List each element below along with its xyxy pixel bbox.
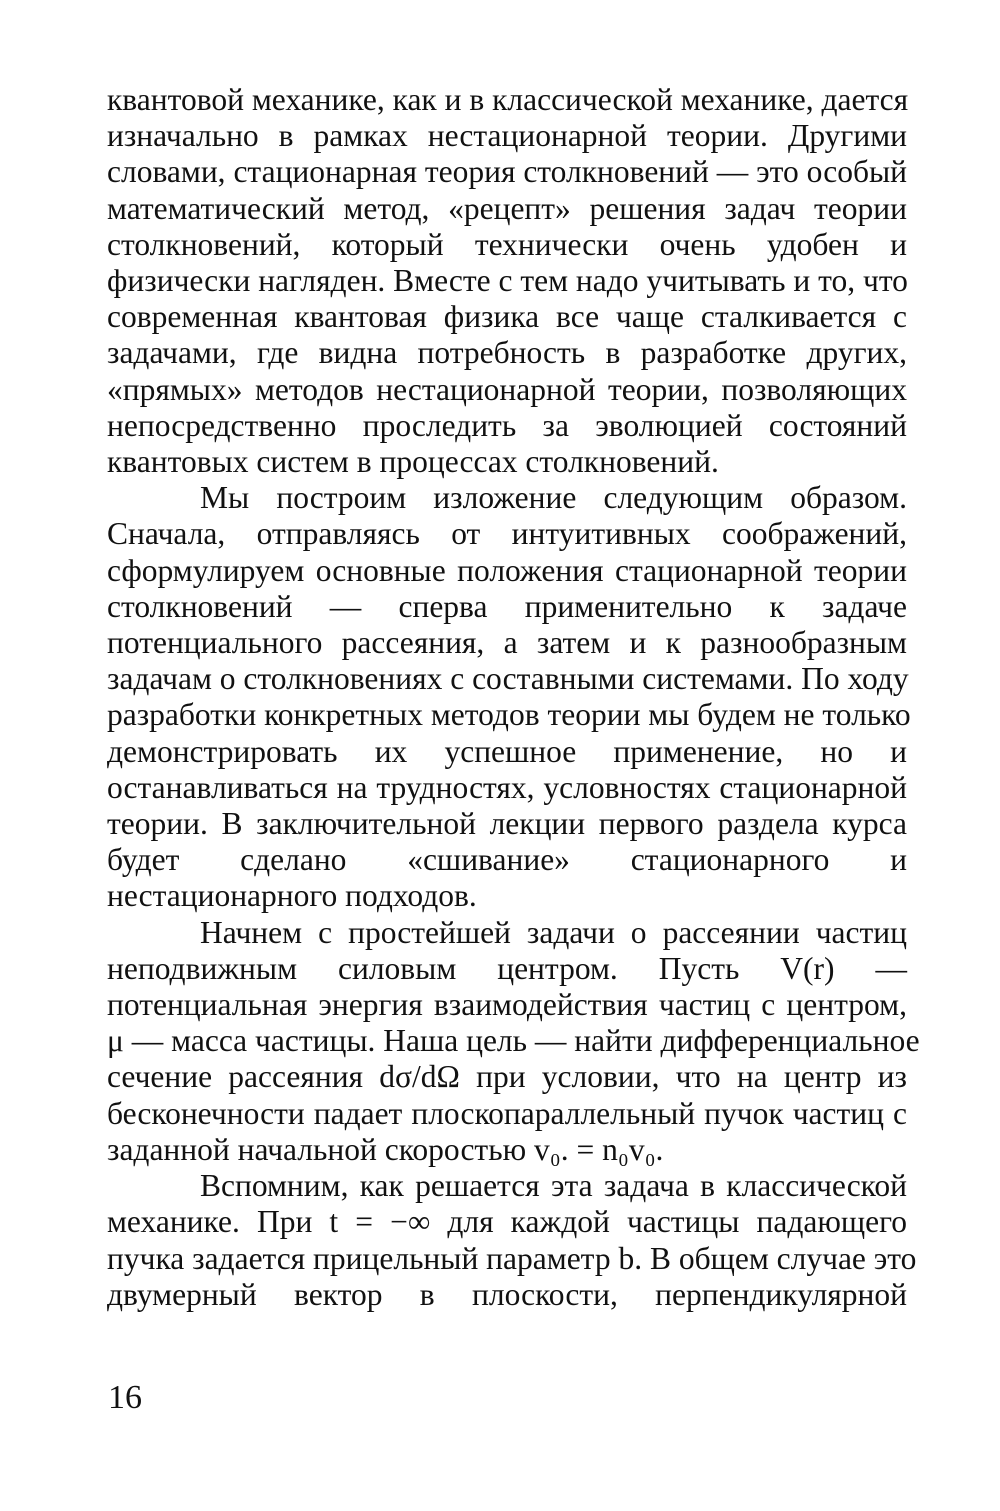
- text-line: «прямых» методов нестационарной теории, позволяющих: [107, 371, 907, 407]
- text-line: сформулируем основные положения стационарной теории: [107, 552, 907, 588]
- paragraph-1: [107, 82, 907, 480]
- page-number: 16: [108, 1379, 142, 1416]
- text-line: бесконечности падает плоскопараллельный пучок частиц с: [107, 1095, 907, 1131]
- text-line: изначально в рамках нестационарной теории. Другими: [107, 118, 907, 154]
- text-line: непосредственно проследить за эволюцией состояний: [107, 407, 907, 443]
- text-line: потенциального рассеяния, а затем и к разнообразным: [107, 625, 907, 661]
- text-line: сечение рассеяния dσ/dΩ при условии, что на центр из: [107, 1059, 907, 1095]
- text-line: пучка задается прицельный параметр b. В общем случае это: [107, 1240, 917, 1276]
- text-line: физически нагляден. Вместе с тем надо учитывать и то, что: [107, 263, 908, 299]
- text-line: заданной начальной скоростью v₀. = n₀v₀.: [107, 1131, 664, 1167]
- text-line: Мы построим изложение следующим образом.: [200, 480, 907, 516]
- text-line: квантовой механике, как и в классической механике, дается: [107, 82, 909, 117]
- text-line: задачам о столкновениях с составными системами. По ходу: [107, 661, 909, 697]
- text-line: останавливаться на трудностях, условностях стационарной: [107, 769, 907, 805]
- text-line: разработки конкретных методов теории мы будем не только: [107, 697, 911, 733]
- text-line: теории. В заключительной лекции первого раздела курса: [107, 806, 907, 842]
- text-line: неподвижным силовым центром. Пусть V(r) —: [107, 950, 907, 986]
- text-line: двумерный вектор в плоскости, перпендикулярной: [107, 1276, 907, 1312]
- text-line: столкновений, который технически очень удобен и: [107, 226, 907, 262]
- text-line: нестационарного подходов.: [107, 878, 477, 914]
- text-line: квантовых систем в процессах столкновений.: [107, 444, 719, 480]
- text-line: будет сделано «сшивание» стационарного и: [107, 842, 907, 878]
- text-line: Начнем с простейшей задачи о рассеянии частиц: [200, 914, 907, 950]
- text-line: механике. При t = −∞ для каждой частицы падающего: [107, 1204, 907, 1240]
- body-text: [107, 82, 920, 1313]
- text-line: демонстрировать их успешное применение, но и: [107, 733, 907, 769]
- text-line: потенциальная энергия взаимодействия частиц с центром,: [107, 987, 907, 1023]
- text-line: μ — масса частицы. Наша цель — найти дифференциальное: [107, 1023, 920, 1059]
- paragraph-4: [107, 1168, 917, 1313]
- text-line: современная квантовая физика все чаще сталкивается с: [107, 299, 907, 335]
- text-line: столкновений — сперва применительно к задаче: [107, 588, 907, 624]
- paragraph-3: [107, 914, 920, 1168]
- text-line: словами, стационарная теория столкновений — это особый: [107, 154, 907, 190]
- paragraph-2: [107, 480, 911, 914]
- text-line: Сначала, отправляясь от интуитивных соображений,: [107, 516, 907, 552]
- text-line: Вспомним, как решается эта задача в классической: [200, 1168, 907, 1204]
- text-line: задачами, где видна потребность в разработке других,: [107, 335, 907, 371]
- text-line: математический метод, «рецепт» решения задач теории: [107, 190, 907, 226]
